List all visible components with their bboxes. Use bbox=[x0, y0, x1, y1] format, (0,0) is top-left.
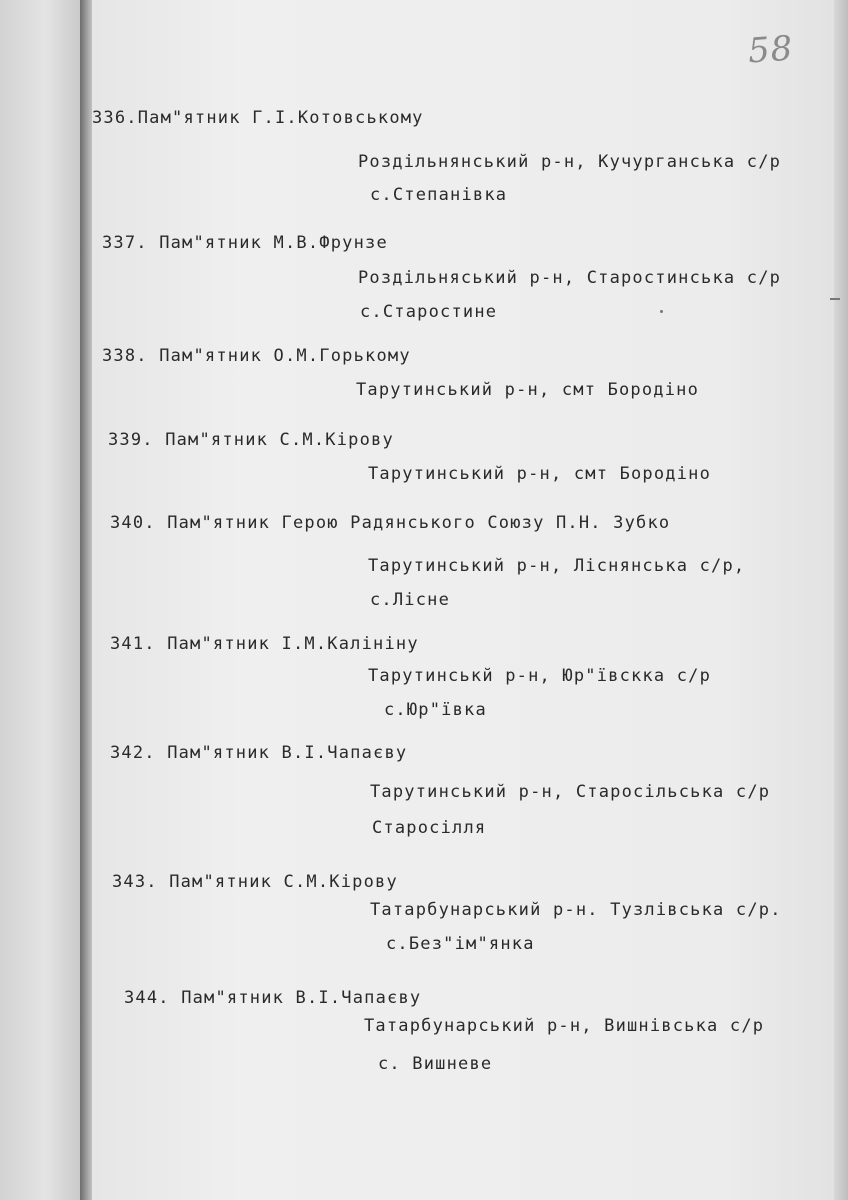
entry-location-district: Тарутинський р-н, смт Бородіно bbox=[368, 464, 712, 484]
right-page-edge bbox=[834, 0, 848, 1200]
entry-title: Пам"ятник Герою Радянського Союзу П.Н. Зубко bbox=[167, 513, 671, 533]
entry-location-district: Роздільнянський р-н, Кучурганська с/р bbox=[358, 152, 782, 172]
entry-location-village: Старосілля bbox=[372, 818, 487, 838]
entry-number: 337. bbox=[102, 233, 148, 253]
entry-location-district: Тарутинський р-н, смт Бородіно bbox=[356, 380, 700, 400]
entry-location-village: с.Юр"ївка bbox=[384, 700, 487, 720]
entry-number: 338. bbox=[102, 346, 148, 366]
entry-location-village: с. Вишневе bbox=[378, 1054, 493, 1074]
entry-number: 340. bbox=[110, 513, 156, 533]
entry-location-village: с.Старостине bbox=[360, 302, 498, 322]
entry-heading bbox=[110, 634, 419, 654]
entry-location-district: Татарбунарський р-н, Вишнівська с/р bbox=[364, 1016, 765, 1036]
entry-title: Пам"ятник В.І.Чапаєву bbox=[181, 988, 422, 1008]
entry-location-village: с.Без"ім"янка bbox=[386, 934, 535, 954]
entry-number: 341. bbox=[110, 634, 156, 654]
entry-heading bbox=[102, 233, 388, 253]
entry-number: 344. bbox=[124, 988, 170, 1008]
entry-title: Пам"ятник С.М.Кірову bbox=[169, 872, 398, 892]
entry-location-village: с.Степанівка bbox=[370, 185, 508, 205]
entry-heading bbox=[102, 346, 411, 366]
ink-speck bbox=[660, 310, 663, 313]
entry-heading bbox=[92, 108, 424, 128]
entry-location-district: Роздільняський р-н, Старостинська с/р bbox=[358, 268, 782, 288]
entry-number: 343. bbox=[112, 872, 158, 892]
entry-number: 342. bbox=[110, 743, 156, 763]
entry-location-district: Тарутинський р-н, Старосільська с/р bbox=[370, 782, 771, 802]
entry-heading bbox=[110, 743, 407, 763]
entry-location-district: Татарбунарський р-н. Тузлівська с/р. bbox=[370, 900, 782, 920]
entry-number: 336. bbox=[92, 108, 138, 128]
entry-title: Пам"ятник І.М.Калініну bbox=[167, 634, 419, 654]
entry-location-village: с.Лісне bbox=[370, 590, 451, 610]
margin-mark bbox=[830, 298, 840, 300]
entry-heading bbox=[108, 430, 394, 450]
entry-title: Пам"ятник М.В.Фрунзе bbox=[159, 233, 388, 253]
entry-title: Пам"ятник С.М.Кірову bbox=[165, 430, 394, 450]
entry-heading bbox=[112, 872, 398, 892]
entry-location-district: Тарутинськй р-н, Юр"ївскка с/р bbox=[368, 666, 712, 686]
entry-location-district: Тарутинський р-н, Ліснянська с/р, bbox=[368, 556, 746, 576]
entry-heading bbox=[124, 988, 421, 1008]
entry-number: 339. bbox=[108, 430, 154, 450]
entry-title: Пам"ятник О.М.Горькому bbox=[159, 346, 411, 366]
left-page-edge bbox=[0, 0, 82, 1200]
entry-heading bbox=[110, 513, 670, 533]
entry-title: Пам"ятник В.І.Чапаєву bbox=[167, 743, 408, 763]
entry-title: Пам"ятник Г.І.Котовському bbox=[137, 108, 424, 128]
page-number: 58 bbox=[746, 28, 795, 72]
